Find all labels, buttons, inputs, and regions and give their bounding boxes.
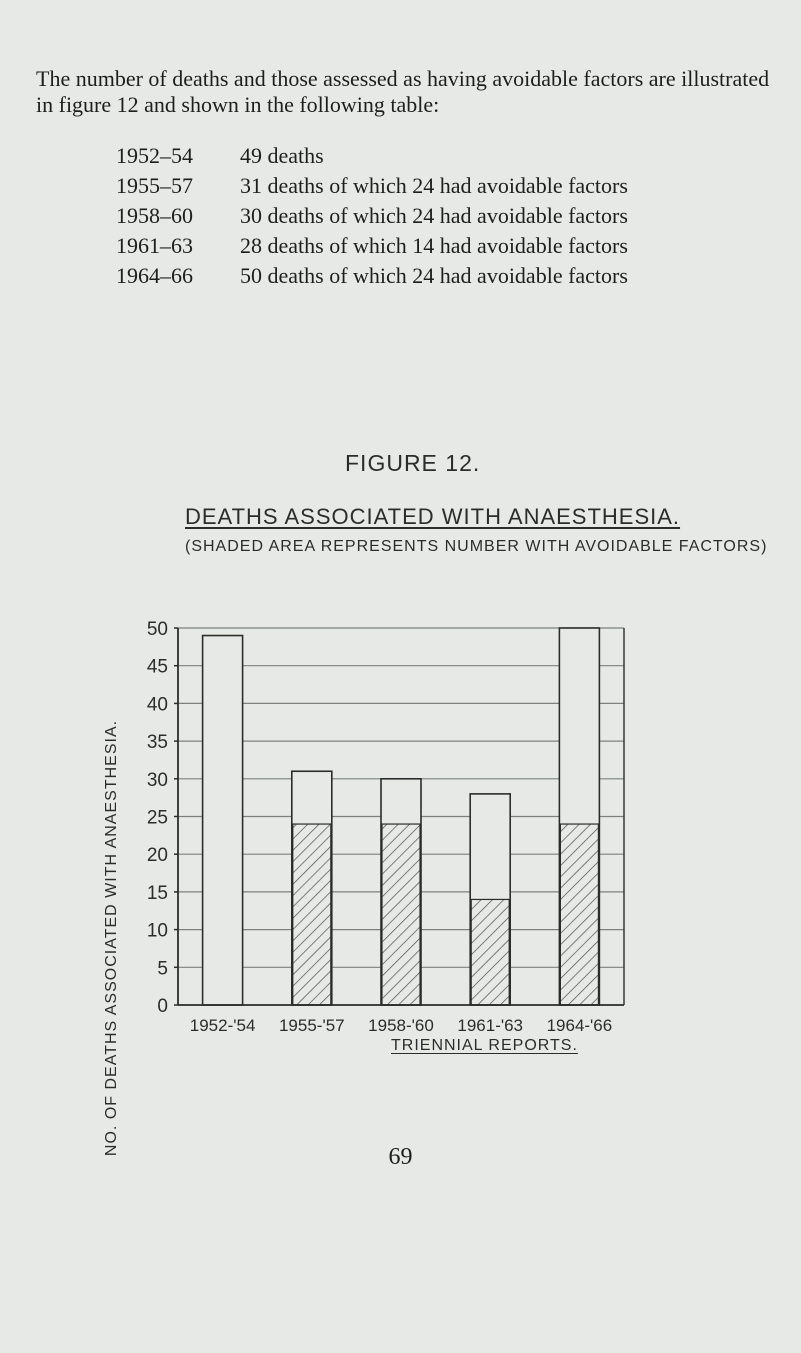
x-tick-label: 1964-'66	[546, 1016, 613, 1035]
bar-total-deaths	[203, 636, 243, 1005]
table-period: 1964–66	[116, 263, 193, 288]
y-tick-label: 0	[157, 996, 168, 1017]
x-tick-label: 1958-'60	[368, 1016, 434, 1035]
table-description: 30 deaths of which 24 had avoidable factors	[240, 203, 628, 228]
y-tick-label: 35	[146, 732, 168, 754]
figure-title: FIGURE 12.	[345, 450, 481, 476]
intro-paragraph: The number of deaths and those assessed as having avoidable factors are illustrated in figure 12 and shown in the following table:	[36, 66, 770, 117]
y-tick-label: 25	[146, 807, 168, 829]
x-tick-label: 1952-'54	[189, 1016, 256, 1035]
table-period: 1955–57	[116, 173, 193, 198]
table-description: 28 deaths of which 14 had avoidable factors	[240, 233, 628, 258]
table-description: 49 deaths	[240, 143, 324, 168]
x-tick-label: 1955-'57	[278, 1016, 345, 1035]
table-description: 50 deaths of which 24 had avoidable factors	[240, 263, 628, 288]
y-tick-label: 40	[146, 694, 168, 716]
y-tick-label: 20	[146, 845, 168, 867]
bar-avoidable-factors	[382, 824, 420, 1005]
y-tick-label: 15	[146, 882, 168, 904]
bar-avoidable-factors	[293, 824, 331, 1005]
x-tick-label: 1961-'63	[457, 1016, 524, 1035]
table-period: 1958–60	[116, 203, 193, 228]
table-period: 1961–63	[116, 233, 193, 258]
figure-caption: DEATHS ASSOCIATED WITH ANAESTHESIA.	[185, 504, 681, 529]
y-tick-label: 10	[146, 920, 168, 942]
bar-avoidable-factors	[471, 899, 509, 1005]
table-description: 31 deaths of which 24 had avoidable factors	[240, 173, 628, 198]
table-period: 1952–54	[116, 143, 193, 168]
figure-subcaption: (SHADED AREA REPRESENTS NUMBER WITH AVOIDABLE FACTORS)	[185, 538, 768, 555]
y-tick-label: 30	[146, 769, 168, 791]
y-tick-label: 50	[146, 619, 168, 640]
y-tick-label: 45	[146, 656, 168, 678]
x-axis-label: TRIENNIAL REPORTS.	[391, 1037, 578, 1054]
y-tick-label: 5	[157, 958, 168, 980]
bar-avoidable-factors	[560, 824, 598, 1005]
page-number: 69	[388, 1144, 413, 1170]
y-axis-label: NO. OF DEATHS ASSOCIATED WITH ANAESTHESIA.	[103, 719, 120, 1157]
